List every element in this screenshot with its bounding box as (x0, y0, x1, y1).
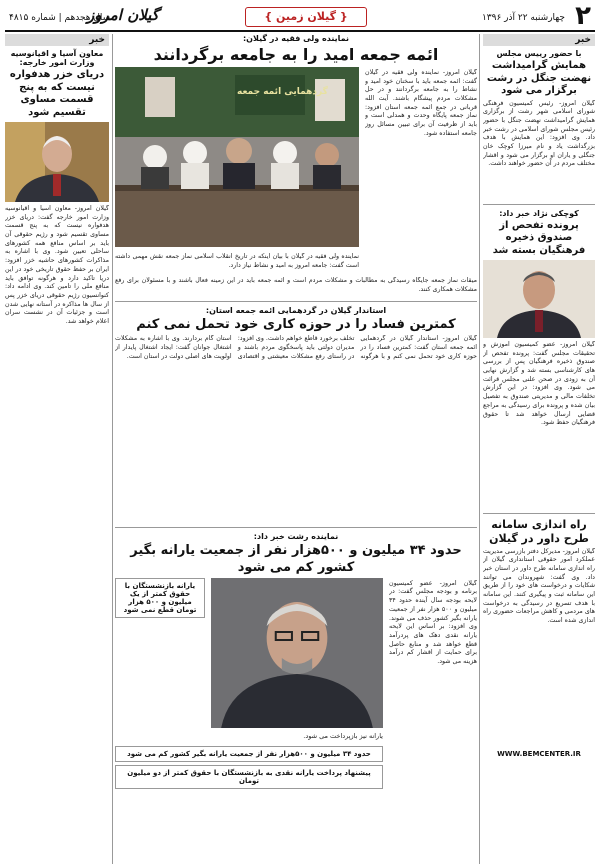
divider (115, 301, 477, 302)
story-headline: دریای خزر هدفواره نیست که به پنج قسمت مساوی تقسیم شود (9, 69, 105, 118)
divider (483, 513, 595, 514)
main-body: میقات نماز جمعه جایگاه رسیدگی به مطالبات و مشکلات مردم است و ائمه جمعه باید در این زمینه فعال باشند و با مسئولان برای رفع مشکلات همکاری کنند. (115, 277, 477, 293)
main-story (115, 67, 477, 275)
story-headline: پرونده تفحص از صندوق ذخیره فرهنگیان بسته شد (492, 219, 586, 256)
story-body: گیلان امروز- مدیرکل دفتر بازرسی مدیریت عملکرد امور حقوقی استانداری گیلان از راه اندازی سامانه طرح داور در استان خبر داد. وی گفت: شهروندان می توانند شکایات و درخواست های خود را از طریق این سامانه ثبت و پیگیری کنند. این سامانه با هدف تسریع در رسیدگی به درخواست های مردمی و کاهش مراجعات حضوری راه اندازی شده است. (483, 547, 595, 624)
portrait-photo (483, 260, 595, 338)
portrait-photo (211, 578, 383, 728)
issue-date: چهارشنبه ۲۲ آذر ۱۳۹۶ (481, 13, 565, 23)
story-kicker: با حضور رییس مجلس (496, 49, 582, 58)
story-headline: راه اندازی سامانه طرح داور در گیلان (489, 518, 589, 545)
photo-caption: یارانه نیز بازپرداخت می شود. (303, 731, 383, 740)
event-photo (115, 67, 359, 247)
story-c-boxes (115, 746, 383, 789)
story-kicker: نماینده رشت خبر داد: (253, 532, 339, 542)
story-body: گیلان امروز- رئیس کمیسیون فرهنگی شورای اسلامی شهر رشت از برگزاری همایش گرامیداشت نهضت جنگل با حضور رئیس مجلس شورای اسلامی در رشت خبر داد. وی افزود: این همایش با هدف بزرگداشت یاد و نام میرزا کوچک خان جنگلی و یاران او برگزار می شود و اقشار مختلف مردم در آن حضور خواهند داشت. (483, 99, 595, 168)
website-link[interactable]: WWW.BEMCENTER.IR (497, 749, 581, 758)
highlight-box: حدود ۳۴ میلیون و ۵۰۰هزار نفر از جمعیت یارانه بگیر کشور کم می شود (115, 746, 383, 762)
photo-banner: گردهمایی ائمه جمعه (237, 87, 328, 97)
newspaper-logo: گیلان امروز (87, 6, 159, 24)
story-headline: کمترین فساد را در حوزه کاری خود تحمل نمی کنم (136, 317, 456, 332)
divider (483, 204, 595, 205)
photo-caption: نماینده ولی فقیه در گیلان با بیان اینکه در تاریخ انقلاب اسلامی نماز جمعه نقش مهمی داشته است گفت: جامعه امروز به امید و نشاط نیاز دارد. (115, 253, 359, 269)
story-kicker: کوچکی نژاد خبر داد: (499, 208, 579, 218)
story-body: گیلان امروز- معاون آسیا و اقیانوسیه وزارت امور خارجه گفت: دریای خزر هدفواره نیست که به پنج قسمت مساوی تقسیم شود و رژیم حقوقی آن باید بر اساس منافع همه کشورهای ساحلی تعیین شود. وی با اشاره به مذاکرات کشورهای حاشیه خزر افزود: ایران بر حفظ حقوق تاریخی خود در این دریا تاکید دارد و هرگونه توافق باید منافع ملی را تامین کند. وی ادامه داد: کنوانسیون رژیم حقوقی دریای خزر پس از سال ها مذاکره در آستانه نهایی شدن است و جزئیات آن در نشست سران اعلام خواهد شد. (5, 205, 109, 325)
story-body: گیلان امروز- عضو کمیسیون آموزش و تحقیقات مجلس گفت: پرونده تفحص از صندوق ذخیره فرهنگیان پس از بررسی های کارشناسی بسته شد و گزارش نهایی آن به زودی در صحن علنی مجلس قرائت می شود. وی افزود: در این گزارش تخلفات مالی و مدیریتی صندوق به تفصیل بیان شده و پرونده برای رسیدگی به مراجع قضایی ارسال خواهد شد تا حقوق فرهنگیان حفظ شود. (483, 341, 595, 427)
story-kicker: استاندار گیلان در گردهمایی ائمه جمعه استان: (205, 306, 387, 315)
story-body: گیلان امروز- عضو کمیسیون برنامه و بودجه مجلس گفت: در لایحه بودجه سال آینده حدود ۳۴ میلیون و ۵۰۰ هزار نفر از جمعیت یارانه بگیر کشور حذف می شوند. وی افزود: بر اساس این لایحه یارانه نقدی دهک های پردرآمد قطع خواهد شد و منابع حاصل برای حمایت از اقشار کم درآمد هزینه می شود. (389, 579, 477, 665)
story-c-block (115, 578, 477, 808)
page-columns (5, 34, 595, 864)
section-title: { گیلان زمین } (245, 7, 367, 27)
story-headline: حدود ۳۴ میلیون و ۵۰۰هزار نفر از جمعیت یارانه بگیر کشور کم می شود (130, 543, 462, 575)
left-column (5, 34, 113, 864)
news-bar: خبر (483, 34, 595, 46)
main-lead: گیلان امروز- نماینده ولی فقیه در گیلان گفت: ائمه جمعه باید با سخنان خود امید و نشاط را به جامعه برگردانند و در حل مشکلات مردم پیشگام باشند. آیت الله قربانی در جمع ائمه جمعه استان افزود: نماز جمعه پایگاه وحدت و همدلی است و باید از ظرفیت آن برای تبیین مسائل روز جامعه استفاده شود. (365, 69, 477, 137)
story-kicker: معاون آسیا و اقیانوسیه وزارت امور خارجه: (10, 49, 104, 67)
story-headline: همایش گرامیداشت نهضت جنگل در رشت برگزار می شود (486, 60, 592, 96)
highlight-box: پیشنهاد پرداخت یارانه نقدی به بازنشستگان با حقوق کمتر از دو میلیون تومان (115, 765, 383, 789)
issue-number: سال هجدهم | شماره ۴۸۱۵ (9, 13, 111, 23)
right-column (479, 34, 595, 864)
main-headline: ائمه جمعه امید را به جامعه برگردانند (153, 45, 439, 64)
story-c-side (115, 578, 205, 622)
news-bar: خبر (5, 34, 109, 46)
story-body: گیلان امروز- استاندار گیلان در گردهمایی ائمه جمعه استان گفت: کمترین فساد را در حوزه کاری خود تحمل نمی کنم و با هرگونه تخلف برخورد قاطع خواهم داشت. وی افزود: مدیران دولتی باید پاسخگوی مردم باشند و در راستای رفع مشکلات معیشتی و اقتصادی استان گام بردارند. وی با اشاره به مشکلات اشتغال جوانان گفت: ایجاد اشتغال پایدار از اولویت های اصلی دولت در استان است. (115, 335, 477, 360)
main-column (115, 34, 477, 864)
divider (115, 527, 477, 528)
highlight-box: یارانه بازنشستگان با حقوق کمتر از یک میلیون و ۵۰۰ هزار تومان قطع نمی شود (115, 578, 205, 618)
main-kicker: نماینده ولی فقیه در گیلان: (242, 34, 350, 43)
page-number: ۲ (575, 1, 591, 31)
masthead (5, 1, 595, 32)
portrait-photo (5, 122, 109, 202)
